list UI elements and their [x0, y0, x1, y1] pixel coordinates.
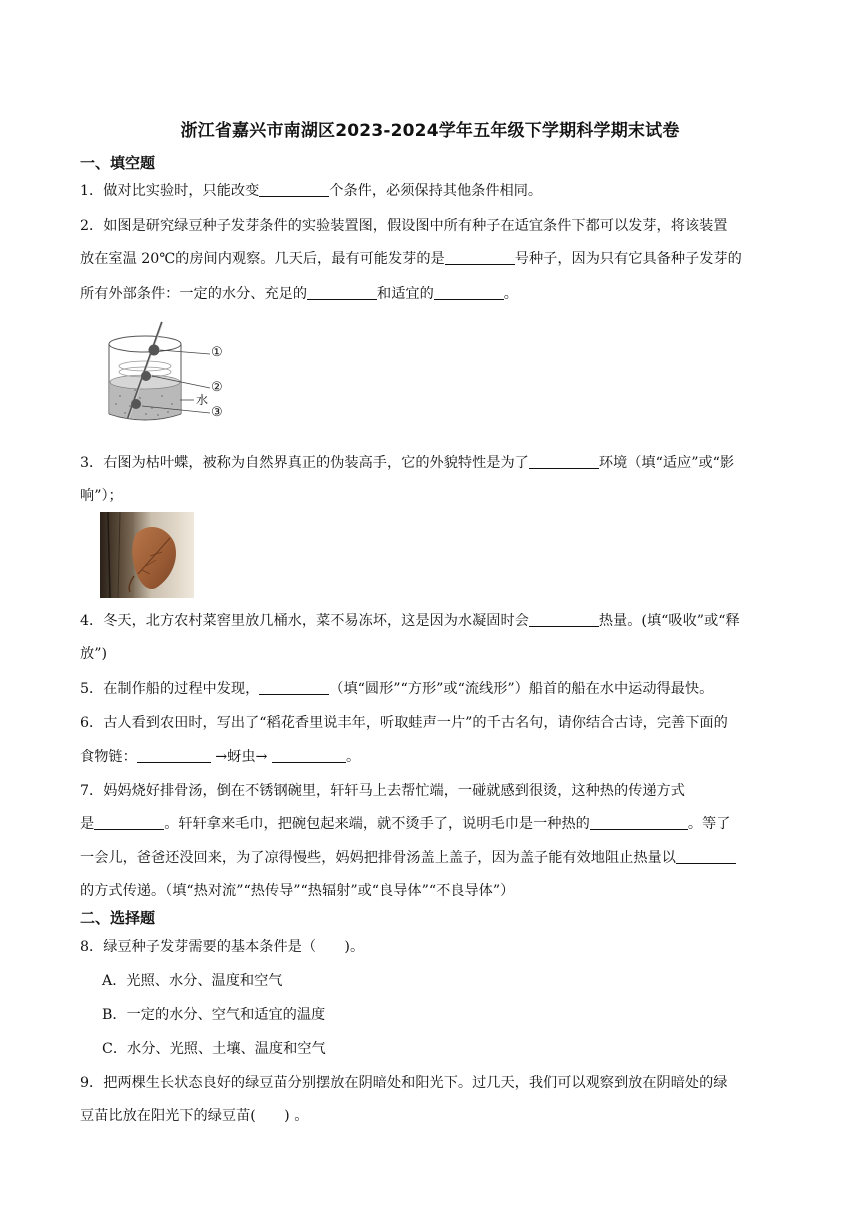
- question-3-line-2: 响”）；: [80, 488, 123, 504]
- answer-blank[interactable]: [272, 748, 346, 763]
- answer-blank[interactable]: [590, 815, 688, 830]
- question-6-line-2: 食物链： →蚜虫→ 。: [80, 749, 361, 765]
- leaf-butterfly-photo: [100, 512, 194, 598]
- question-4-line-1: 4．冬天，北方农村菜窖里放几桶水，菜不易冻坏，这是因为水凝固时会 热量。(填“吸收”或“释: [80, 613, 740, 629]
- question-8-stem: 8．绿豆种子发芽需要的基本条件是（ )。: [80, 939, 365, 955]
- question-7-line-1: 7．妈妈烧好排骨汤，倒在不锈钢碗里，轩轩马上去帮忙端，一碰就感到很烫，这种热的传递方式: [80, 783, 685, 799]
- answer-blank[interactable]: [259, 182, 329, 197]
- answer-blank[interactable]: [307, 285, 377, 300]
- question-6-line-1: 6．古人看到农田时，写出了“稻花香里说丰年，听取蛙声一片”的千古名句，请你结合古诗，完善下面的: [80, 715, 728, 731]
- question-8-option-b[interactable]: B．一定的水分、空气和适宜的温度: [102, 1007, 326, 1023]
- answer-blank[interactable]: [445, 250, 515, 265]
- answer-blank[interactable]: [434, 285, 504, 300]
- question-7-line-3: 一会儿，爸爸还没回来，为了凉得慢些，妈妈把排骨汤盖上盖子，因为盖子能有效地阻止热量以: [80, 847, 815, 867]
- question-1: 1．做对比实验时，只能改变 个条件，必须保持其他条件相同。: [80, 183, 543, 199]
- figure-label-3: ③: [211, 405, 223, 420]
- figure-label-water: 水: [196, 393, 209, 407]
- page-title: 浙江省嘉兴市南湖区2023-2024学年五年级下学期科学期末试卷: [180, 121, 680, 141]
- figure-label-2: ②: [211, 380, 223, 395]
- question-9-line-1: 9．把两棵生长状态良好的绿豆苗分别摆放在阴暗处和阳光下。过几天，我们可以观察到放在阴暗处的绿: [80, 1075, 728, 1091]
- question-9-line-2: 豆苗比放在阳光下的绿豆苗( ) 。: [80, 1108, 309, 1124]
- answer-blank[interactable]: [259, 680, 329, 695]
- answer-blank[interactable]: [676, 849, 736, 864]
- question-7-line-2: 是 。轩轩拿来毛巾，把碗包起来端，就不烫手了，说明毛巾是一种热的 。等了: [80, 816, 731, 832]
- question-2-line-2: 放在室温 20℃的房间内观察。几天后，最有可能发芽的是 号种子，因为只有它具备种子发芽的: [80, 251, 742, 267]
- question-7-line-4: 的方式传递。（填“热对流”“热传导”“热辐射”或“良导体”“不良导体”）: [80, 883, 515, 899]
- question-8-option-c[interactable]: C．水分、光照、土壤、温度和空气: [102, 1041, 326, 1057]
- answer-blank[interactable]: [529, 454, 599, 469]
- question-4-line-2: 放”): [80, 646, 107, 662]
- seed-germination-apparatus-figure: [100, 318, 240, 430]
- answer-blank[interactable]: [94, 815, 164, 830]
- question-3-line-1: 3．右图为枯叶蝶，被称为自然界真正的伪装高手，它的外貌特性是为了 环境（填“适应”或“影: [80, 455, 735, 471]
- answer-blank[interactable]: [137, 748, 211, 763]
- figure-label-1: ①: [211, 345, 223, 360]
- section-heading-choice: 二、选择题: [80, 909, 156, 927]
- question-2-line-1: 2．如图是研究绿豆种子发芽条件的实验装置图，假设图中所有种子在适宜条件下都可以发芽，将该装置: [80, 218, 728, 234]
- answer-blank[interactable]: [529, 612, 599, 627]
- section-heading-fill: 一、填空题: [80, 154, 156, 172]
- question-5: 5．在制作船的过程中发现， （填“圆形”“方形”或“流线形”）船首的船在水中运动得最快。: [80, 681, 714, 697]
- question-8-option-a[interactable]: A．光照、水分、温度和空气: [102, 973, 283, 989]
- question-2-line-3: 所有外部条件：一定的水分、充足的 和适宜的 。: [80, 286, 518, 302]
